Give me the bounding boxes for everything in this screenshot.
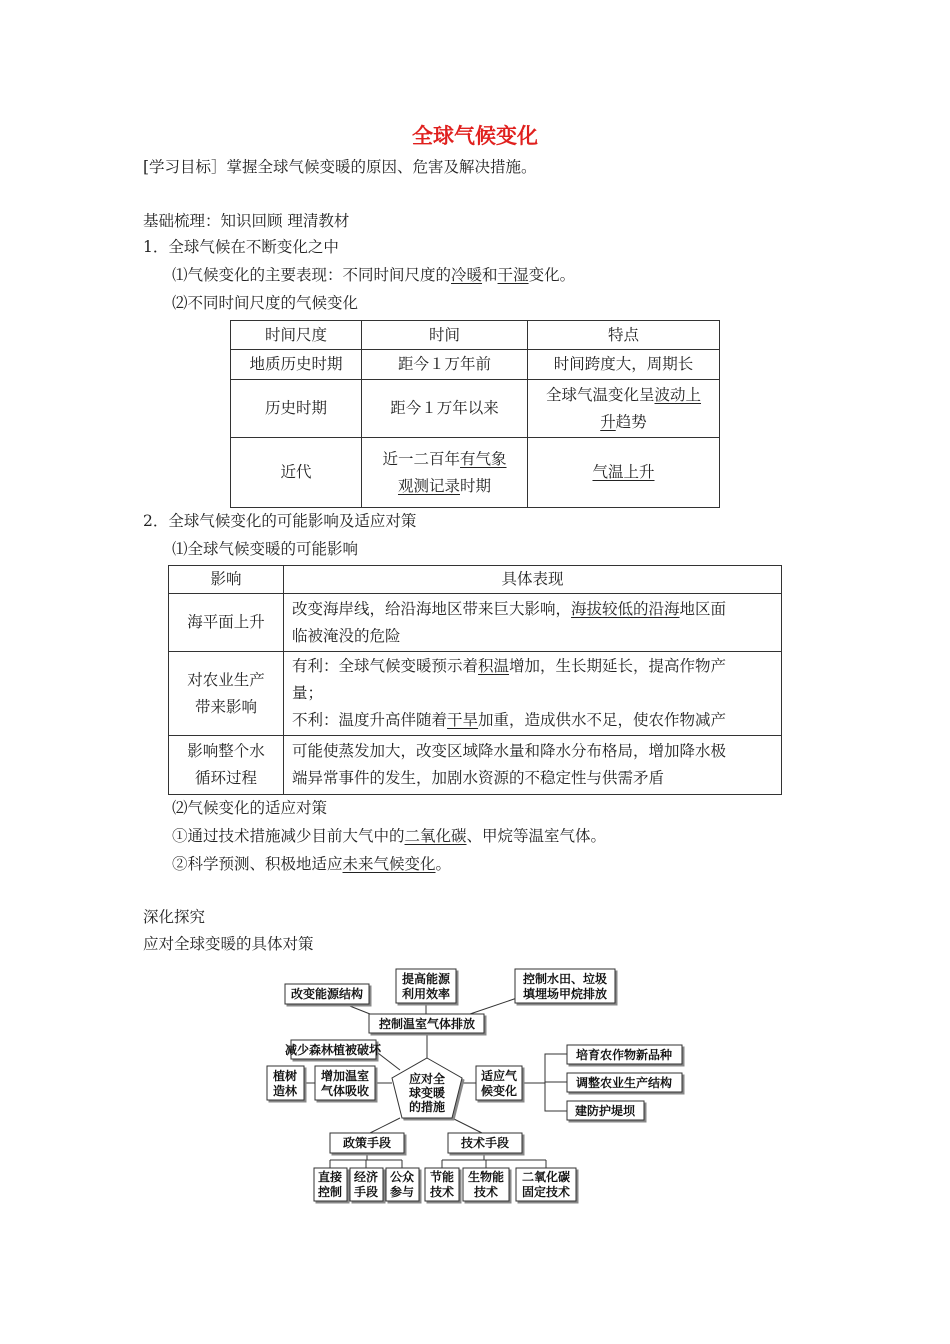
table-cell: 历史时期 [231, 380, 362, 438]
svg-text:技术: 技术 [429, 1185, 455, 1199]
svg-text:造林: 造林 [272, 1084, 298, 1098]
svg-text:改变能源结构: 改变能源结构 [290, 987, 364, 1001]
svg-text:调整农业生产结构: 调整农业生产结构 [575, 1076, 673, 1090]
table-header: 特点 [528, 321, 720, 350]
box-direct-control [314, 1168, 347, 1201]
table-header: 时间 [362, 321, 528, 350]
box-energy-saving [425, 1168, 459, 1201]
svg-text:利用效率: 利用效率 [401, 987, 451, 1001]
svg-text:节能: 节能 [429, 1170, 455, 1184]
learning-objective: [学习目标］掌握全球气候变暖的原因、危害及解决措施。 [143, 158, 537, 176]
svg-text:政策手段: 政策手段 [342, 1136, 392, 1150]
box-adjust-agriculture [567, 1073, 682, 1092]
table-header: 时间尺度 [231, 321, 362, 350]
svg-text:建防护堤坝: 建防护堤坝 [574, 1104, 636, 1118]
pentagon-center [392, 1058, 462, 1118]
svg-text:的措施: 的措施 [408, 1100, 446, 1114]
svg-text:植树: 植树 [272, 1069, 298, 1083]
svg-text:候变化: 候变化 [480, 1084, 518, 1098]
box-control-emissions [369, 1014, 484, 1033]
box-policy [330, 1133, 404, 1153]
table-cell: 海平面上升 [169, 594, 284, 652]
box-methane-control [515, 969, 615, 1003]
svg-text:直接: 直接 [317, 1170, 343, 1184]
table-cell: 可能使蒸发加大，改变区域降水量和降水分布格局，增加降水极 端异常事件的发生，加剧水资源的不稳定性与供需矛盾 [284, 736, 782, 795]
svg-text:手段: 手段 [353, 1185, 379, 1199]
svg-text:气体吸收: 气体吸收 [320, 1084, 370, 1098]
svg-text:填埋场甲烷排放: 填埋场甲烷排放 [522, 987, 608, 1001]
table-cell: 近代 [231, 438, 362, 508]
svg-text:球变暖: 球变暖 [408, 1086, 446, 1100]
page-title: 全球气候变化 [412, 124, 538, 148]
svg-text:生物能: 生物能 [467, 1170, 505, 1184]
item1-sub2: ⑵不同时间尺度的气候变化 [172, 294, 359, 312]
table-cell: 近一二百年有气象 观测记录时期 [362, 438, 528, 508]
svg-text:适应气: 适应气 [480, 1069, 518, 1083]
table-cell: 时间跨度大，周期长 [528, 350, 720, 380]
table-cell: 有利：全球气候变暖预示着积温增加，生长期延长，提高作物产 量； 不利：温度升高伴随着干旱加重，造成供水不足，使农作物减产 [284, 652, 782, 736]
table-header: 具体表现 [284, 566, 782, 594]
table-cell: 影响整个水 循环过程 [169, 736, 284, 795]
item1-sub1: ⑴气候变化的主要表现：不同时间尺度的冷暖和干湿变化。 [172, 266, 576, 284]
box-energy-structure [285, 984, 369, 1004]
section-basic-heading: 基础梳理：知识回顾 理清教材 [143, 212, 350, 230]
box-co2-fixation [516, 1168, 576, 1201]
box-public [386, 1168, 419, 1201]
svg-text:二氧化碳: 二氧化碳 [521, 1170, 571, 1184]
table-cell: 距今１万年前 [362, 350, 528, 380]
svg-text:固定技术: 固定技术 [521, 1185, 571, 1199]
svg-text:参与: 参与 [389, 1185, 415, 1199]
svg-text:经济: 经济 [353, 1170, 379, 1184]
svg-text:控制: 控制 [317, 1185, 343, 1199]
measure-2: ②科学预测、积极地适应未来气候变化。 [172, 855, 452, 873]
box-reduce-deforestation [285, 1040, 382, 1059]
deep-subheading: 应对全球变暖的具体对策 [143, 935, 314, 953]
table-cell: 距今１万年以来 [362, 380, 528, 438]
table-cell: 改变海岸线，给沿海地区带来巨大影响，海拔较低的沿海地区面 临被淹没的危险 [284, 594, 782, 652]
svg-text:技术: 技术 [473, 1185, 499, 1199]
item2-sub1: ⑴全球气候变暖的可能影响 [172, 540, 359, 558]
table-header: 影响 [169, 566, 284, 594]
box-economic [350, 1168, 383, 1201]
box-bioenergy [463, 1168, 509, 1201]
svg-text:减少森林植被破坏: 减少森林植被破坏 [284, 1043, 382, 1057]
box-energy-efficiency [396, 969, 456, 1003]
svg-text:控制水田、垃圾: 控制水田、垃圾 [522, 972, 608, 986]
measure-1: ①通过技术措施减少目前大气中的二氧化碳、甲烷等温室气体。 [172, 827, 607, 845]
box-technology [448, 1133, 522, 1153]
table-cell: 地质历史时期 [231, 350, 362, 380]
box-increase-absorption [315, 1066, 375, 1100]
table-cell: 对农业生产 带来影响 [169, 652, 284, 736]
svg-text:应对全: 应对全 [408, 1072, 446, 1086]
svg-text:技术手段: 技术手段 [460, 1136, 510, 1150]
svg-text:公众: 公众 [389, 1170, 415, 1184]
svg-text:培育农作物新品种: 培育农作物新品种 [575, 1048, 673, 1062]
box-new-crops [567, 1045, 682, 1064]
table-cell: 全球气温变化呈波动上 升趋势 [528, 380, 720, 438]
svg-text:提高能源: 提高能源 [401, 972, 451, 986]
item1-heading: 1．全球气候在不断变化之中 [143, 238, 339, 256]
box-adapt-climate [476, 1066, 522, 1100]
item2-sub2: ⑵气候变化的适应对策 [172, 799, 328, 817]
box-afforestation [267, 1066, 304, 1100]
table-cell: 气温上升 [528, 438, 720, 508]
item2-heading: 2．全球气候变化的可能影响及适应对策 [143, 512, 417, 530]
svg-text:增加温室: 增加温室 [320, 1069, 370, 1083]
box-dikes [567, 1101, 644, 1120]
section-deep-heading: 深化探究 [143, 908, 206, 926]
svg-text:控制温室气体排放: 控制温室气体排放 [378, 1017, 476, 1031]
